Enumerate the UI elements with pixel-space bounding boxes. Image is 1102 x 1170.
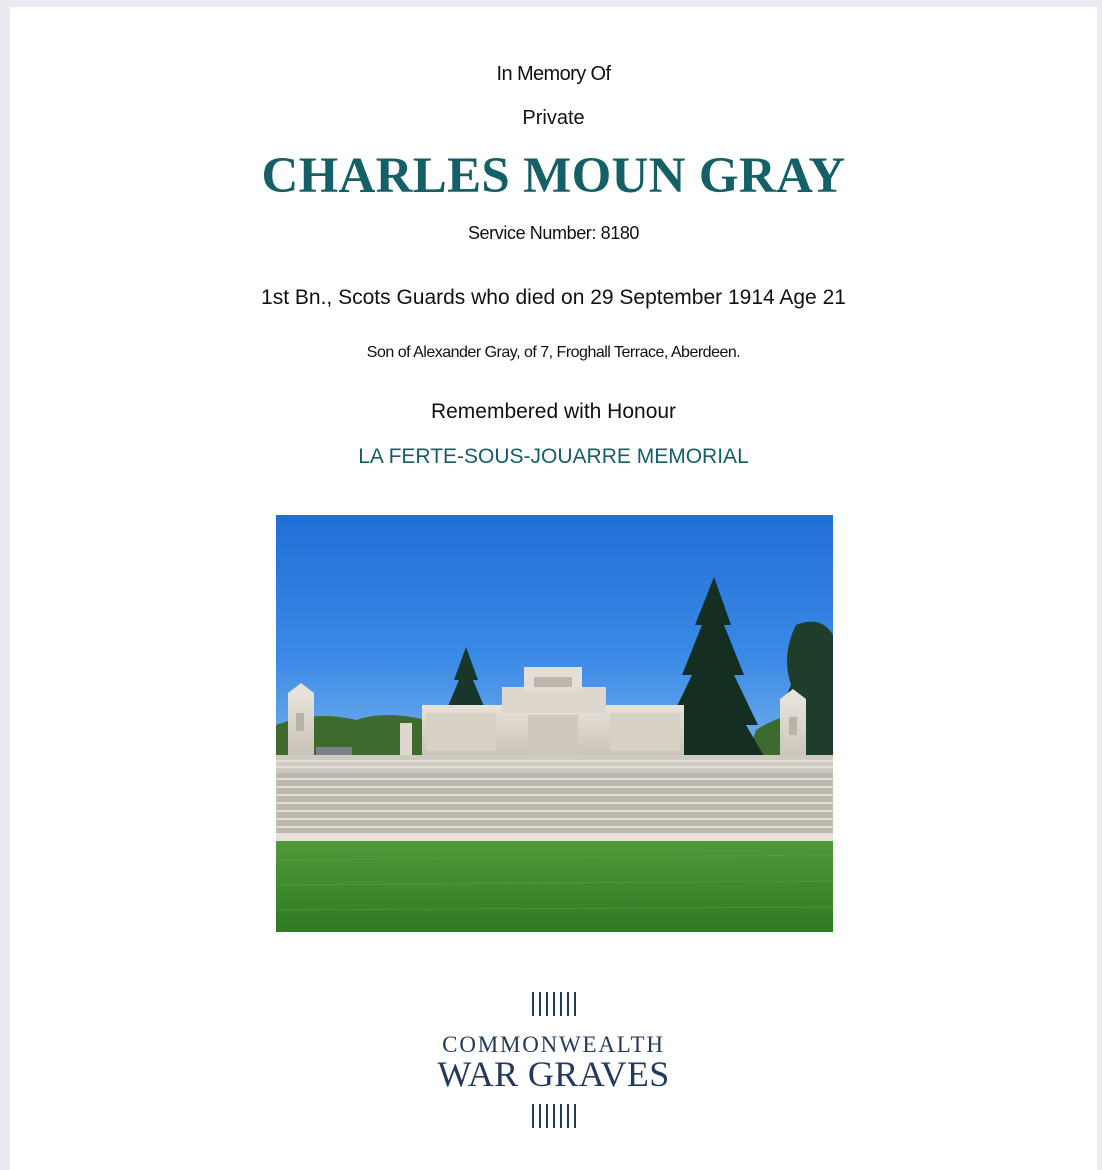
memorial-photo	[276, 515, 833, 932]
memorial-name: LA FERTE-SOUS-JOUARRE MEMORIAL	[358, 445, 749, 468]
rank-text: Private	[522, 107, 585, 129]
family-details: Son of Alexander Gray, of 7, Froghall Terrace, Aberdeen.	[366, 344, 741, 361]
logo-text-war-graves: WAR GRAVES	[437, 1054, 670, 1094]
logo-bars-bottom-icon	[10, 1104, 1097, 1128]
honour-text: Remembered with Honour	[430, 400, 677, 423]
logo-bars-top-icon	[10, 992, 1097, 1016]
unit-and-death: 1st Bn., Scots Guards who died on 29 September 1914 Age 21	[261, 286, 846, 309]
service-number: Service Number: 8180	[467, 223, 640, 243]
intro-text: In Memory Of	[496, 63, 611, 85]
cwgc-logo	[10, 992, 1097, 1132]
logo-text-commonwealth: COMMONWEALTH	[442, 1032, 665, 1057]
casualty-name: CHARLES MOUN GRAY	[261, 148, 846, 204]
certificate-page	[10, 7, 1097, 1170]
